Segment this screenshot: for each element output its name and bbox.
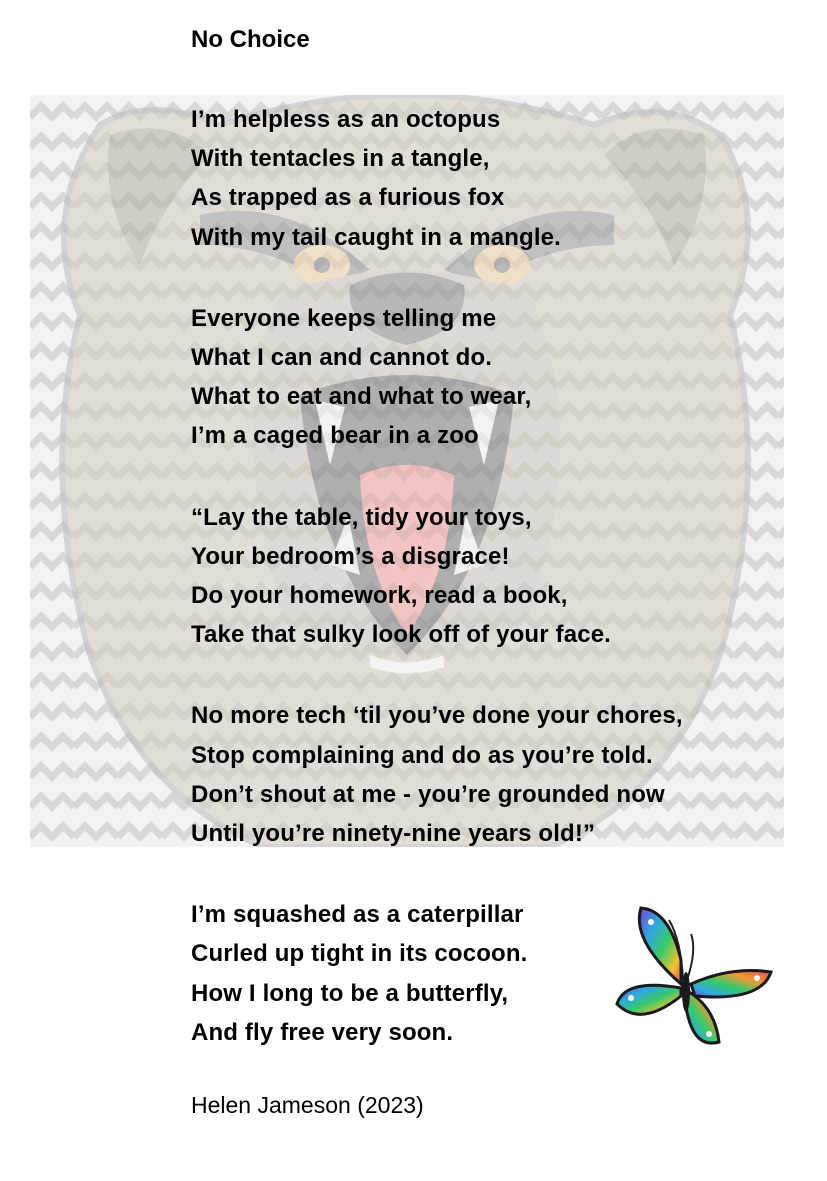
poem-line: I’m squashed as a caterpillar [191,901,524,929]
poem-line: Don’t shout at me - you’re grounded now [191,780,665,808]
poem-line: Stop complaining and do as you’re told. [191,741,653,769]
poem-line: Everyone keeps telling me [191,304,497,332]
poem-line: As trapped as a furious fox [191,184,505,212]
poem [191,22,811,1052]
poem-line: And fly free very soon. [191,1018,454,1046]
poem-line: Your bedroom’s a disgrace! [191,542,510,570]
poem-line: With my tail caught in a mangle. [191,223,561,251]
stanza-2 [191,299,811,456]
poem-line: How I long to be a butterfly, [191,979,509,1007]
poem-line: Curled up tight in its cocoon. [191,940,528,968]
poem-line: What to eat and what to wear, [191,383,532,411]
poem-line: I’m a caged bear in a zoo [191,422,479,450]
poem-line: Do your homework, read a book, [191,582,568,610]
poem-line: No more tech ‘til you’ve done your chores, [191,702,683,730]
poem-line: “Lay the table, tidy your toys, [191,503,532,531]
stanza-3 [191,498,811,655]
poem-line: I’m helpless as an octopus [191,106,501,133]
poem-line: Until you’re ninety-nine years old!” [191,820,596,848]
stanza-4 [191,696,811,853]
poem-title: No Choice [191,26,310,53]
poem-author: Helen Jameson (2023) [191,1092,424,1118]
stanza-1 [191,100,811,257]
poem-line: Take that sulky look off of your face. [191,621,612,649]
butterfly-icon [611,900,777,1050]
poem-line: What I can and cannot do. [191,344,493,372]
poem-line: With tentacles in a tangle, [191,145,490,173]
